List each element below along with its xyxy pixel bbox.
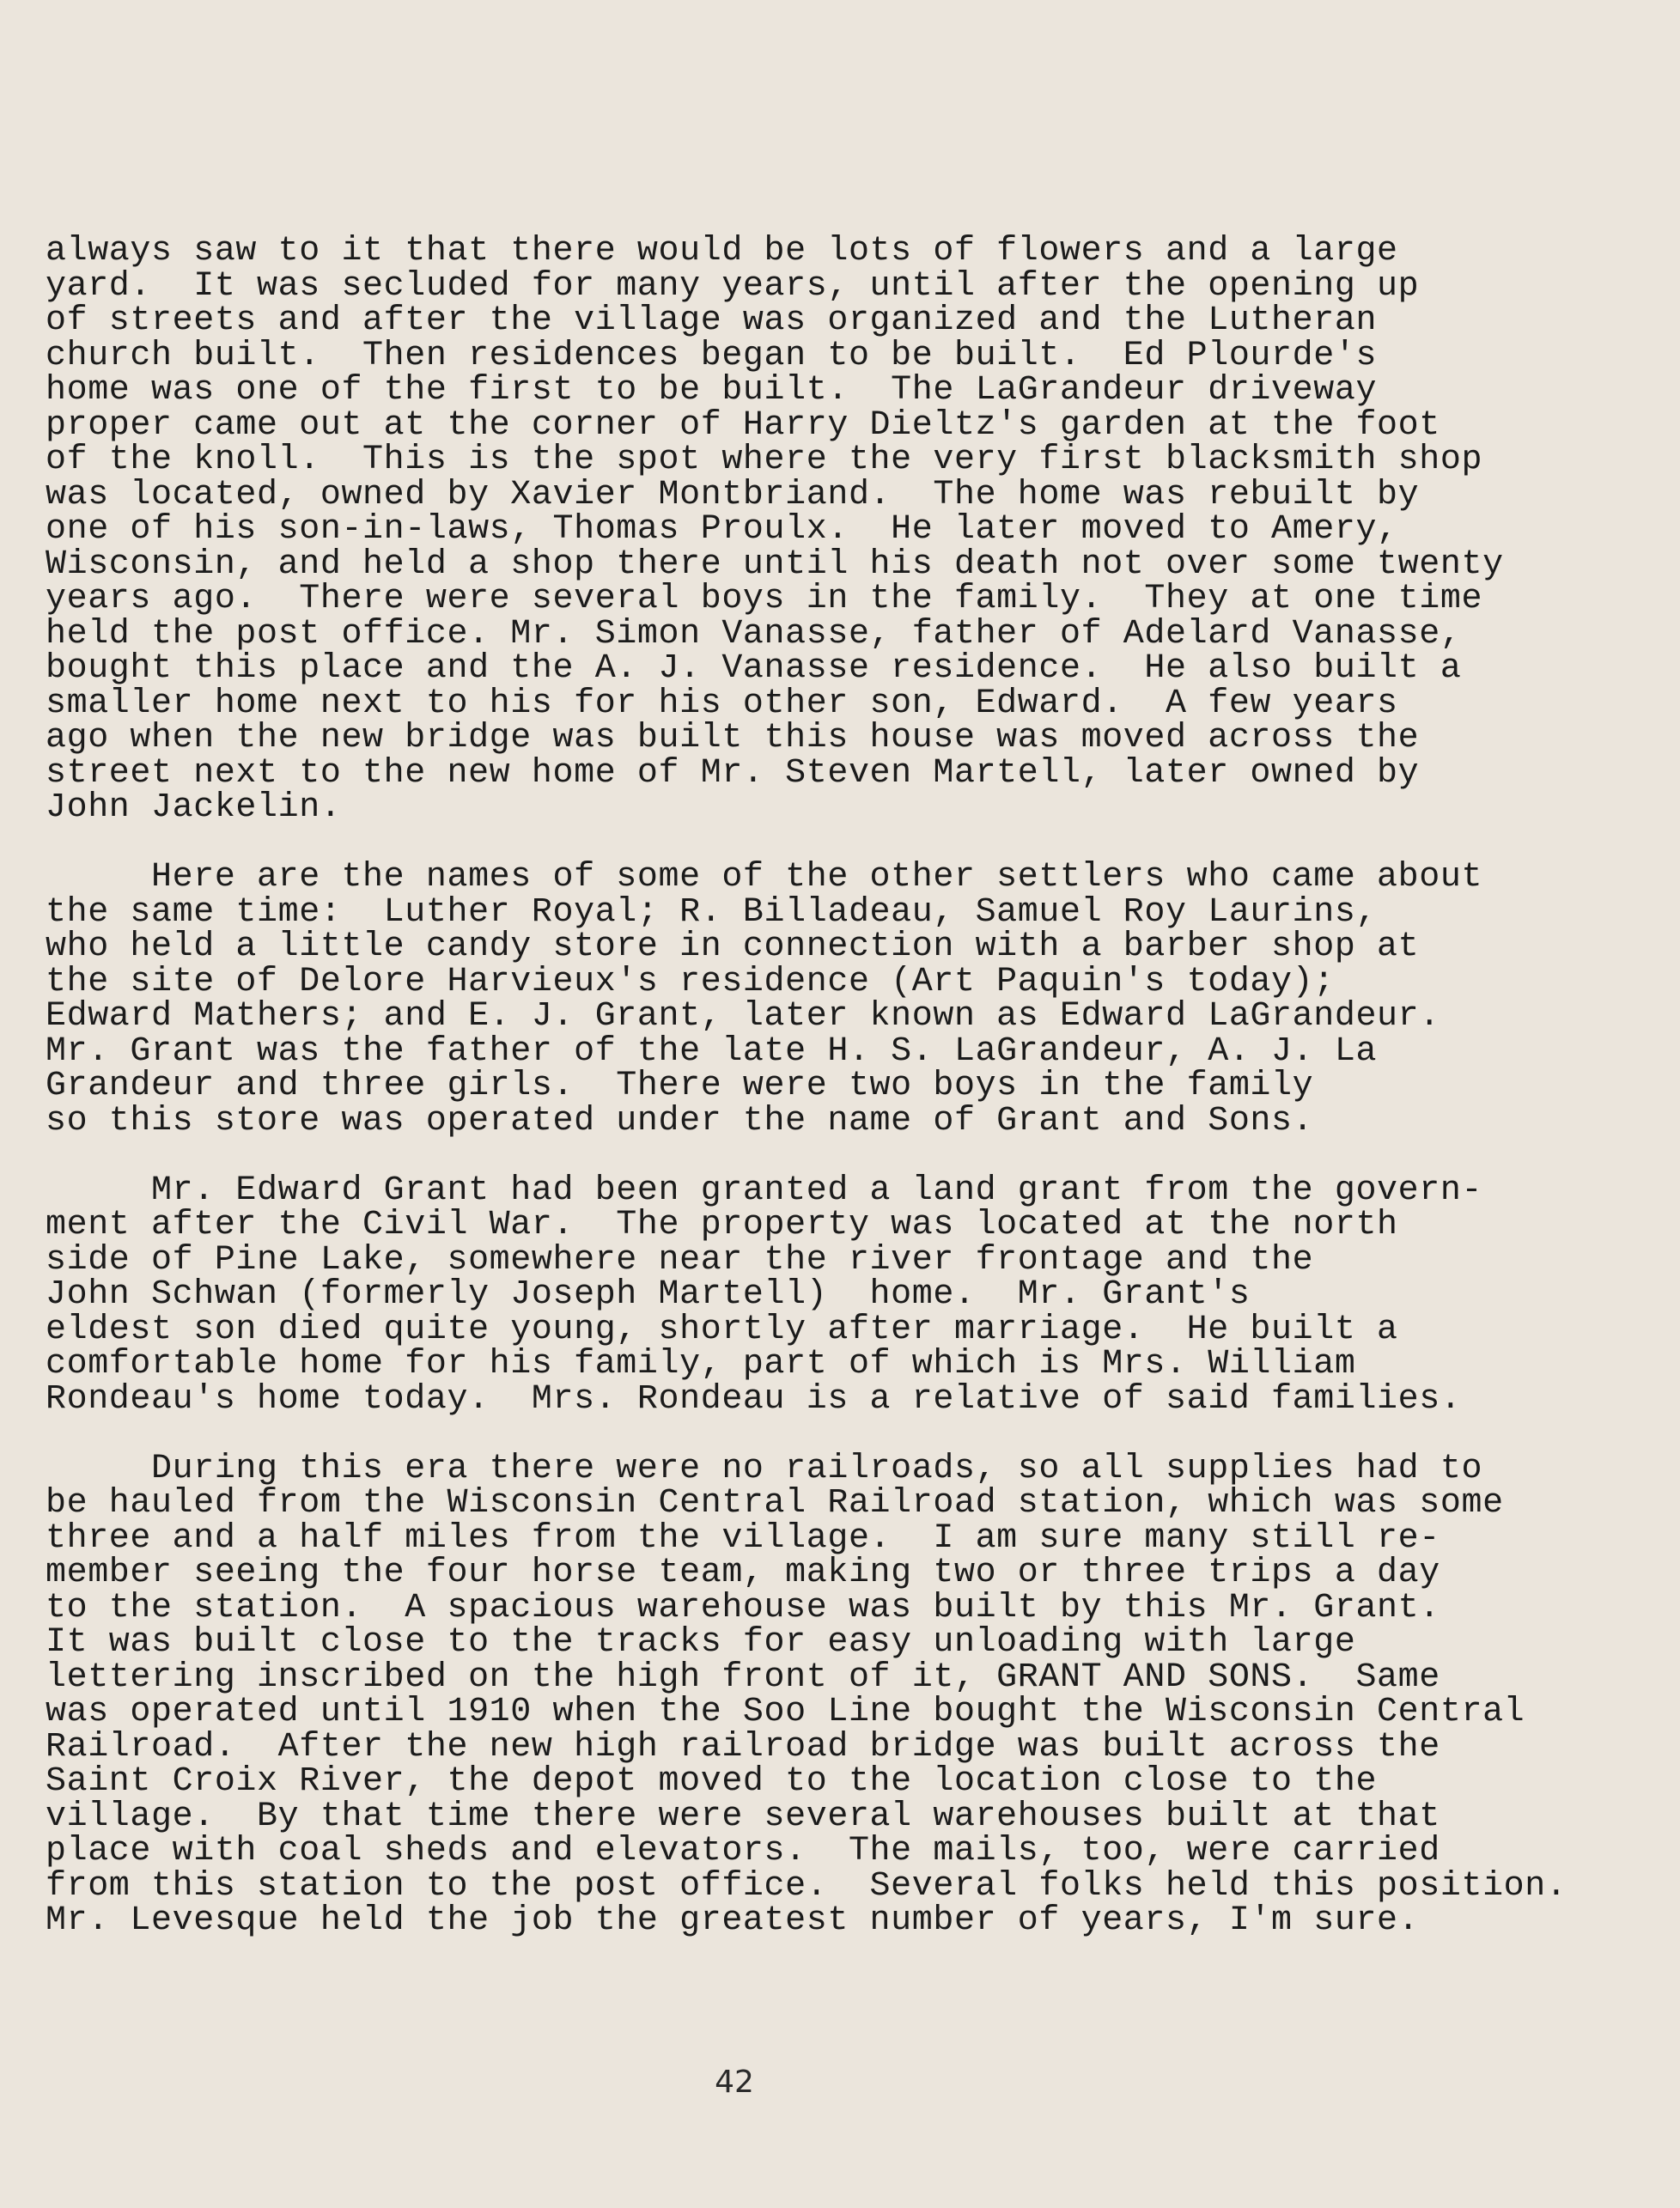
text-line: It was built close to the tracks for easy unloading with large [46,1623,1356,1662]
text-line: yard. It was secluded for many years, until after the opening up [46,266,1420,306]
text-line: Saint Croix River, the depot moved to the location close to the [46,1762,1378,1801]
text-line: proper came out at the corner of Harry Dieltz's garden at the foot [46,405,1440,445]
text-line: one of his son-in-laws, Thomas Proulx. He later moved to Amery, [46,510,1398,549]
text-line: lettering inscribed on the high front of it, GRANT AND SONS. Same [46,1658,1440,1697]
text-line: church built. Then residences began to be built. Ed Plourde's [46,336,1378,375]
text-line: the site of Delore Harvieux's residence (Art Paquin's today); [46,962,1335,1001]
text-line: side of Pine Lake, somewhere near the river frontage and the [46,1240,1314,1280]
text-line: home was one of the first to be built. The LaGrandeur driveway [46,371,1378,410]
text-line: who held a little candy store in connection with a barber shop at [46,928,1420,966]
text-line: three and a half miles from the village. I am sure many still re- [46,1518,1440,1558]
paragraph-4 [46,1449,1634,1940]
paragraph-3 [46,1171,1634,1419]
text-line: Railroad. After the new high railroad bridge was built across the [46,1727,1440,1767]
page-number: 42 [715,2065,754,2100]
text-line: Mr. Levesque held the job the greatest number of years, I'm sure. [46,1901,1420,1940]
paragraph-1 [46,234,1634,826]
text-line: place with coal sheds and elevators. The mails, too, were carried [46,1832,1440,1870]
text-line: Wisconsin, and held a shop there until his death not over some twenty [46,544,1504,584]
text-line: John Schwan (formerly Joseph Martell) home. Mr. Grant's [46,1275,1251,1314]
text-line: of the knoll. This is the spot where the very first blacksmith shop [46,441,1483,479]
text-line: village. By that time there were several warehouses built at that [46,1797,1440,1836]
text-line: John Jackelin. [46,788,342,827]
text-line: Rondeau's home today. Mrs. Rondeau is a relative of said families. [46,1379,1462,1419]
text-line: so this store was operated under the name of Grant and Sons. [46,1101,1314,1140]
text-line: During this era there were no railroads, so all supplies had to [46,1449,1483,1488]
body-text [46,234,1634,1939]
text-line: was operated until 1910 when the Soo Line bought the Wisconsin Central [46,1693,1525,1731]
text-line: to the station. A spacious warehouse was built by this Mr. Grant. [46,1588,1440,1627]
text-line: Mr. Edward Grant had been granted a land grant from the govern- [46,1171,1483,1210]
text-line: Edward Mathers; and E. J. Grant, later known as Edward LaGrandeur. [46,997,1440,1036]
text-line: Mr. Grant was the father of the late H. S. LaGrandeur, A. J. La [46,1031,1378,1071]
paragraph-gap [46,1139,1634,1174]
text-line: Here are the names of some of the other settlers who came about [46,858,1483,897]
paragraph-gap [46,1417,1634,1452]
text-line: always saw to it that there would be lots of flowers and a large [46,232,1398,271]
text-line: Grandeur and three girls. There were two boys in the family [46,1067,1314,1105]
text-line: ago when the new bridge was built this house was moved across the [46,719,1420,757]
text-line: ment after the Civil War. The property was located at the north [46,1206,1398,1244]
text-line: was located, owned by Xavier Montbriand. The home was rebuilt by [46,475,1420,514]
text-line: be hauled from the Wisconsin Central Railroad station, which was some [46,1484,1504,1523]
text-line: of streets and after the village was organized and the Lutheran [46,301,1378,340]
paragraph-gap [46,826,1634,861]
text-line: from this station to the post office. Several folks held this position. [46,1866,1567,1906]
text-line: years ago. There were several boys in the family. They at one time [46,580,1483,618]
text-line: comfortable home for his family, part of which is Mrs. William [46,1345,1356,1384]
text-line: smaller home next to his for his other son, Edward. A few years [46,684,1398,723]
text-line: the same time: Luther Royal; R. Billadeau, Samuel Roy Laurins, [46,892,1378,932]
text-line: street next to the new home of Mr. Steven Martell, later owned by [46,753,1420,793]
text-line: eldest son died quite young, shortly after marriage. He built a [46,1310,1398,1349]
text-line: member seeing the four horse team, making two or three trips a day [46,1554,1440,1592]
text-line: held the post office. Mr. Simon Vanasse, father of Adelard Vanasse, [46,614,1462,654]
paragraph-2 [46,858,1634,1140]
text-line: bought this place and the A. J. Vanasse residence. He also built a [46,649,1462,688]
